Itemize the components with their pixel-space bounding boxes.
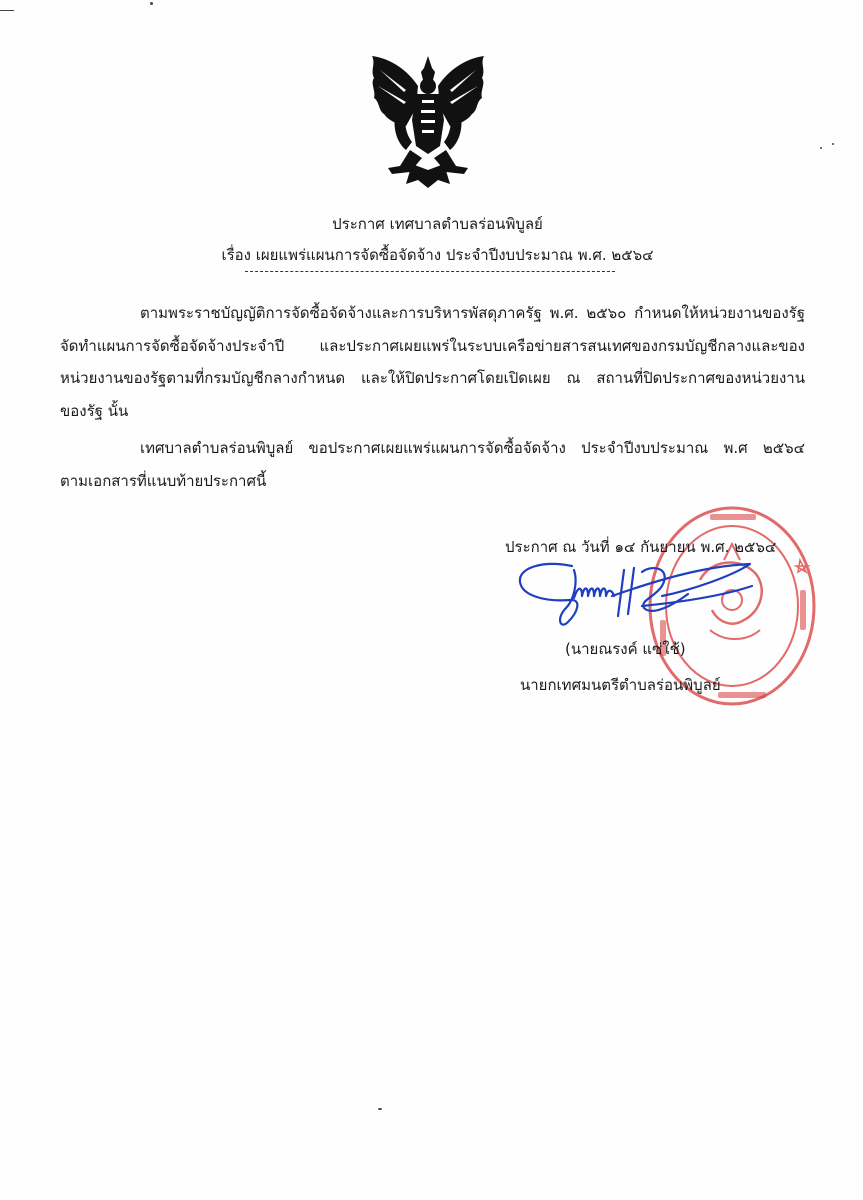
signer-title: นายกเทศมนตรีตำบลร่อนพิบูลย์: [520, 676, 721, 694]
signer-name: (นายณรงค์ แซ่ใช้): [565, 640, 686, 658]
garuda-emblem-icon: [366, 50, 490, 190]
scan-speck: [832, 143, 834, 145]
announcement-subject: เรื่อง เผยแพร่แผนการจัดซื้อจัดจ้าง ประจำปีงบประมาณ พ.ศ. ๒๕๖๔: [221, 246, 654, 264]
paragraph-line: หน่วยงานของรัฐตามที่กรมบัญชีกลางกำหนด และให้ปิดประกาศโดยเปิดเผย ณ สถานที่ปิดประกาศของหน่วยงาน: [60, 369, 805, 387]
scan-speck: [150, 2, 153, 5]
handwritten-signature: [512, 556, 762, 636]
divider: [245, 271, 615, 272]
scan-speck: [378, 1108, 382, 1110]
paragraph-line: ตามเอกสารที่แนบท้ายประกาศนี้: [60, 471, 267, 490]
scan-speck: [0, 10, 14, 11]
body-paragraph-1: [60, 297, 805, 427]
paragraph-line: จัดทำแผนการจัดซื้อจัดจ้างประจำปี และประกาศเผยแพร่ในระบบเครือข่ายสารสนเทศของกรมบัญชีกลางและของ: [60, 336, 805, 355]
body-paragraph-2: [60, 432, 805, 497]
paragraph-line: ของรัฐ นั้น: [60, 401, 129, 420]
announcement-title: ประกาศ เทศบาลตำบลร่อนพิบูลย์: [332, 215, 543, 233]
paragraph-line: เทศบาลตำบลร่อนพิบูลย์ ขอประกาศเผยแพร่แผนการจัดซื้อจัดจ้าง ประจำปีงบประมาณ พ.ศ ๒๕๖๔: [140, 439, 805, 457]
paragraph-line: ตามพระราชบัญญัติการจัดซื้อจัดจ้างและการบริหารพัสดุภาครัฐ พ.ศ. ๒๕๖๐ กำหนดให้หน่วยงานของรัฐ: [140, 304, 805, 322]
announcement-date: ประกาศ ณ วันที่ ๑๔ กันยายน พ.ศ. ๒๕๖๔: [505, 538, 777, 556]
scan-speck: [820, 147, 822, 149]
